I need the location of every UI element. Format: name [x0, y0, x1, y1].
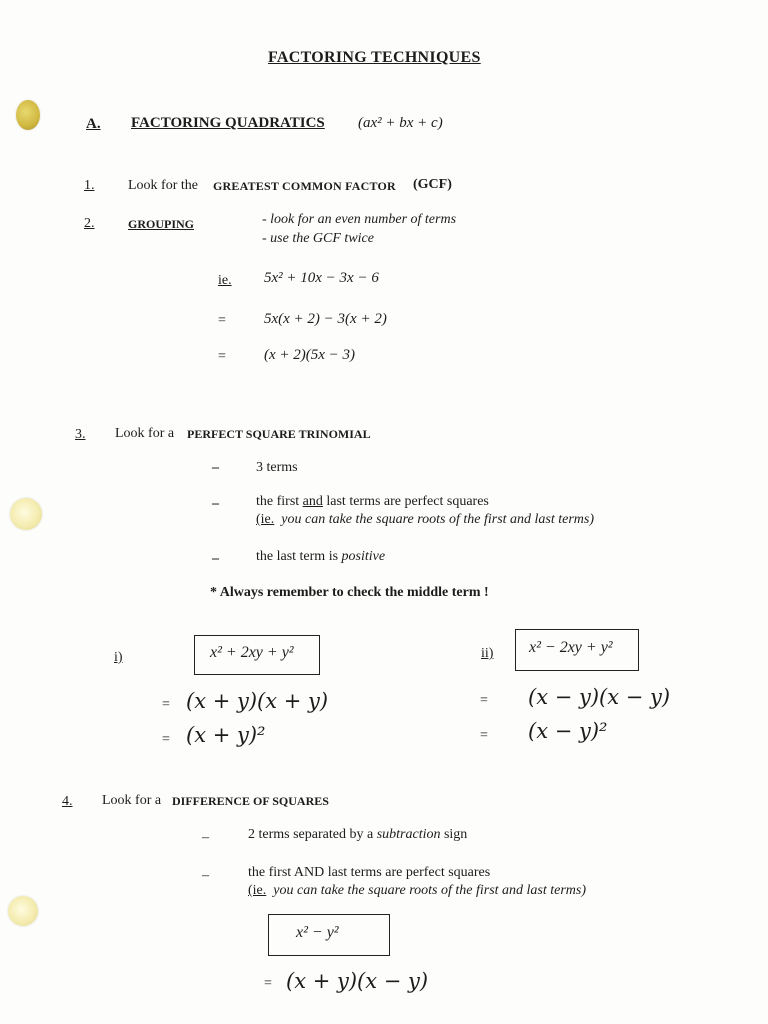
- difference-of-squares-step-1: (x + y)(x − y): [286, 969, 429, 993]
- grouping-line-1: 5x² + 10x − 3x − 6: [264, 270, 379, 286]
- grouping-line-2: 5x(x + 2) − 3(x + 2): [264, 311, 387, 327]
- middle-term-reminder: * Always remember to check the middle term !: [210, 585, 489, 600]
- item-4-term: DIFFERENCE OF SQUARES: [172, 794, 329, 808]
- item-4-point-2-sub: [248, 883, 586, 899]
- item-4-number: 4.: [62, 794, 73, 809]
- item-3-point-3-it: positive: [341, 549, 386, 564]
- item-3-dash-2: –: [212, 496, 219, 511]
- item-3-dash-1: –: [212, 460, 219, 475]
- item-1-term: GREATEST COMMON FACTOR: [213, 179, 396, 193]
- item-4-lead: Look for a: [102, 793, 162, 808]
- item-3-number: 3.: [75, 427, 86, 442]
- example-ii-step-1: (x − y)(x − y): [528, 685, 671, 709]
- item-4-point-1-post: sign: [440, 827, 468, 842]
- item-3-ie-text: you can take the square roots of the first and last terms): [281, 512, 595, 527]
- example-i-expression: x² + 2xy + y²: [210, 644, 294, 661]
- item-3-point-1: 3 terms: [256, 460, 298, 475]
- item-4-point-1: [248, 827, 467, 843]
- item-4-dash-1: –: [202, 830, 209, 845]
- item-3-point-2: [256, 494, 489, 510]
- item-1-lead: Look for the: [128, 178, 198, 193]
- binder-hole-bottom: [8, 896, 38, 926]
- item-3-point-3: [256, 549, 385, 565]
- grouping-eq-3: =: [218, 349, 226, 364]
- section-a-letter: A.: [86, 116, 101, 132]
- item-4-ie: (ie.: [248, 883, 267, 898]
- item-2-ie: ie.: [218, 273, 232, 288]
- section-a-heading: FACTORING QUADRATICS: [131, 115, 325, 131]
- item-3-ie: (ie.: [256, 512, 275, 527]
- item-3-point-2-post: last terms are perfect squares: [322, 494, 489, 509]
- quadratic-form: (ax² + bx + c): [358, 115, 443, 131]
- example-i-step-2: (x + y)²: [186, 723, 266, 747]
- item-4-point-2: the first AND last terms are perfect squares: [248, 865, 491, 880]
- item-2-term: GROUPING: [128, 217, 194, 231]
- item-4-point-1-pre: 2 terms separated by a: [248, 827, 377, 842]
- grouping-eq-2: =: [218, 313, 226, 328]
- example-ii-label: ii): [481, 646, 494, 661]
- item-4-point-1-it: subtraction: [376, 827, 441, 842]
- item-4-eq: =: [264, 976, 272, 991]
- example-ii-step-2: (x − y)²: [528, 719, 608, 743]
- binder-hole-top: [16, 100, 40, 130]
- item-1-number: 1.: [84, 178, 95, 193]
- example-i-step-1: (x + y)(x + y): [186, 689, 329, 713]
- difference-of-squares-expression: x² − y²: [296, 924, 339, 941]
- item-3-point-2-sub: [256, 512, 594, 528]
- item-4-dash-2: –: [202, 868, 209, 883]
- example-ii-expression: x² − 2xy + y²: [529, 639, 613, 656]
- binder-hole-middle: [10, 498, 42, 530]
- item-3-point-2-pre: the first: [256, 494, 303, 509]
- item-1-abbr: (GCF): [413, 177, 452, 192]
- example-ii-eq-1: =: [480, 693, 488, 708]
- example-i-eq-2: =: [162, 732, 170, 747]
- item-2-note-2: - use the GCF twice: [262, 231, 374, 246]
- item-3-point-2-and: and: [302, 494, 323, 509]
- example-i-eq-1: =: [162, 697, 170, 712]
- item-2-number: 2.: [84, 216, 95, 231]
- example-ii-eq-2: =: [480, 728, 488, 743]
- page-title: FACTORING TECHNIQUES: [268, 49, 481, 66]
- item-2-note-1: - look for an even number of terms: [262, 212, 457, 227]
- item-3-dash-3: –: [212, 551, 219, 566]
- item-3-point-3-pre: the last term is: [256, 549, 342, 564]
- item-3-term: PERFECT SQUARE TRINOMIAL: [187, 427, 371, 441]
- item-3-lead: Look for a: [115, 426, 175, 441]
- item-4-ie-text: you can take the square roots of the first and last terms): [273, 883, 587, 898]
- grouping-line-3: (x + 2)(5x − 3): [264, 347, 356, 363]
- example-i-label: i): [114, 650, 123, 665]
